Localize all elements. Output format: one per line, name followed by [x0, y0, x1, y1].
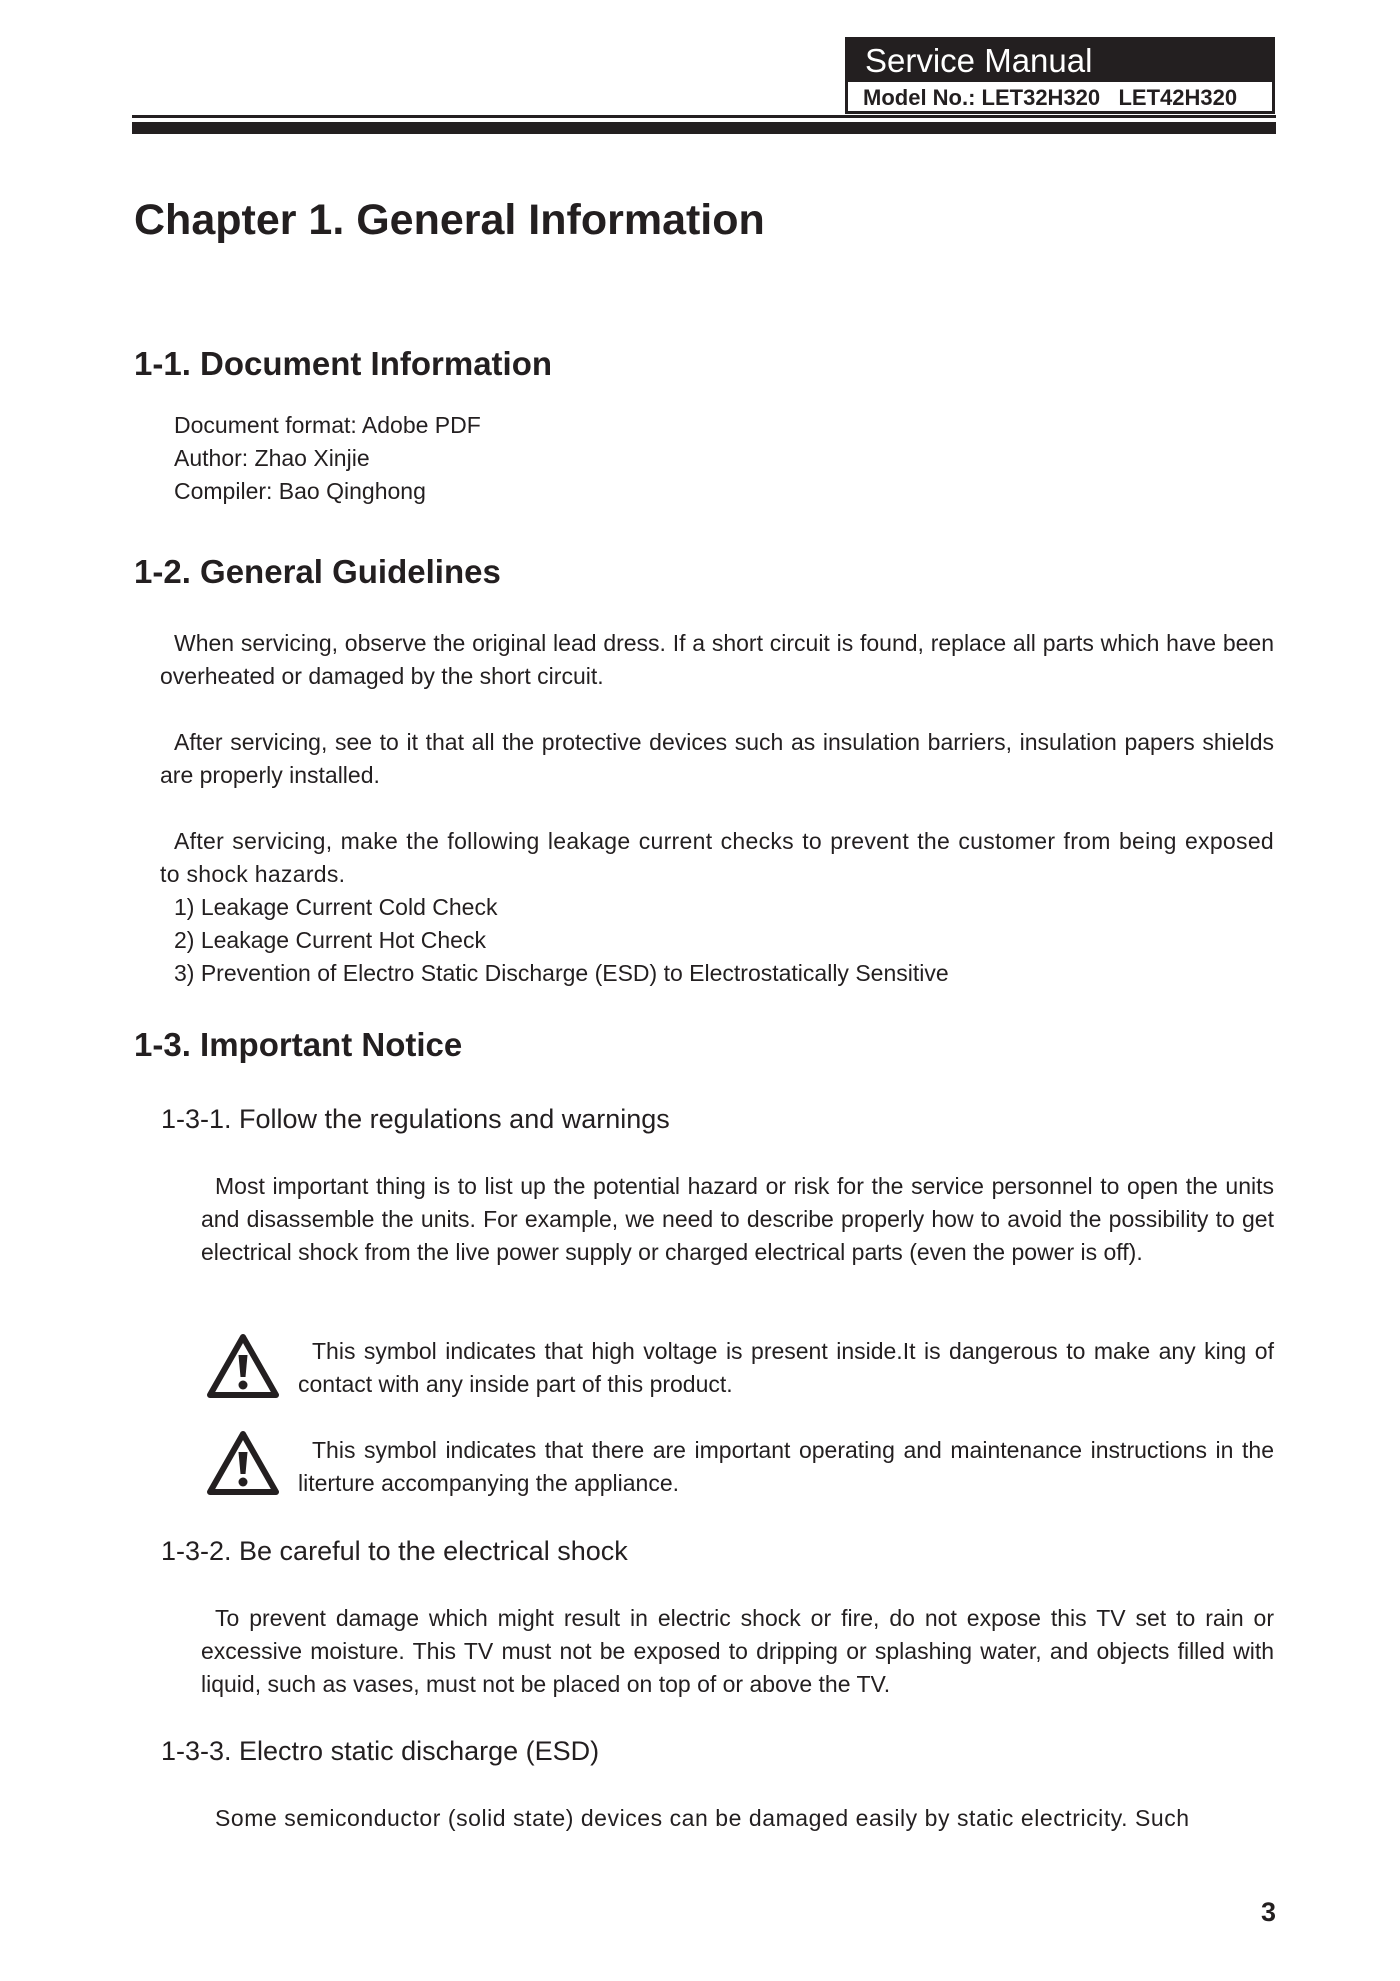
doc-compiler: Compiler: Bao Qinghong — [174, 478, 426, 504]
subsection-regulations: 1-3-1. Follow the regulations and warnings — [161, 1104, 670, 1134]
section-document-information: 1-1. Document Information — [134, 345, 553, 382]
header-box — [845, 37, 1275, 114]
warning-triangle-icon — [207, 1333, 279, 1399]
header-rule-thick — [132, 122, 1276, 134]
section-general-guidelines: 1-2. General Guidelines — [134, 553, 501, 590]
check-item-1: 1) Leakage Current Cold Check — [174, 894, 498, 920]
header-rule-thin — [132, 115, 1276, 118]
warning-instructions-text: This symbol indicates that there are important operating and maintenance instructions in the literture accompanying the appliance. — [298, 1437, 1274, 1496]
guidelines-paragraph-1: When servicing, observe the original lead dress. If a short circuit is found, replace all parts which have been overheated or damaged by the short circuit. — [160, 630, 1274, 689]
check-item-3: 3) Prevention of Electro Static Discharge (ESD) to Electrostatically Sensitive — [174, 960, 949, 986]
warning-high-voltage-text: This symbol indicates that high voltage is present inside.It is dangerous to make any king of contact with any inside part of this product. — [298, 1338, 1274, 1397]
guidelines-paragraph-3: After servicing, make the following leakage current checks to prevent the customer from being exposed to shock hazards. — [160, 828, 1274, 887]
esd-paragraph: Some semiconductor (solid state) devices can be damaged easily by static electricity. Such — [215, 1805, 1190, 1831]
header-title: Service Manual — [848, 40, 1272, 82]
check-item-2: 2) Leakage Current Hot Check — [174, 927, 486, 953]
subsection-electrical-shock: 1-3-2. Be careful to the electrical shock — [161, 1536, 628, 1566]
regulations-paragraph: Most important thing is to list up the potential hazard or risk for the service personnel to open the units and disassemble the units. For example, we need to describe properly how to avoid the possibility to get electrical shock from the live power supply or charged electrical parts (even the power is off). — [201, 1173, 1274, 1265]
doc-author: Author: Zhao Xinjie — [174, 445, 370, 471]
warning-triangle-icon — [207, 1430, 279, 1496]
chapter-title: Chapter 1. General Information — [134, 196, 765, 244]
model-number: Model No.: LET32H320 LET42H320 — [863, 85, 1238, 110]
section-important-notice: 1-3. Important Notice — [134, 1026, 463, 1063]
page-number: 3 — [1260, 1897, 1276, 1927]
guidelines-paragraph-2: After servicing, see to it that all the protective devices such as insulation barriers, insulation papers shields are properly installed. — [160, 729, 1274, 788]
doc-format: Document format: Adobe PDF — [174, 412, 481, 438]
subsection-esd: 1-3-3. Electro static discharge (ESD) — [161, 1736, 600, 1766]
electrical-shock-paragraph: To prevent damage which might result in electric shock or fire, do not expose this TV set to rain or excessive moisture. This TV must not be exposed to dripping or splashing water, and objects filled with liquid, such as vases, must not be placed on top of or above the TV. — [201, 1605, 1274, 1697]
